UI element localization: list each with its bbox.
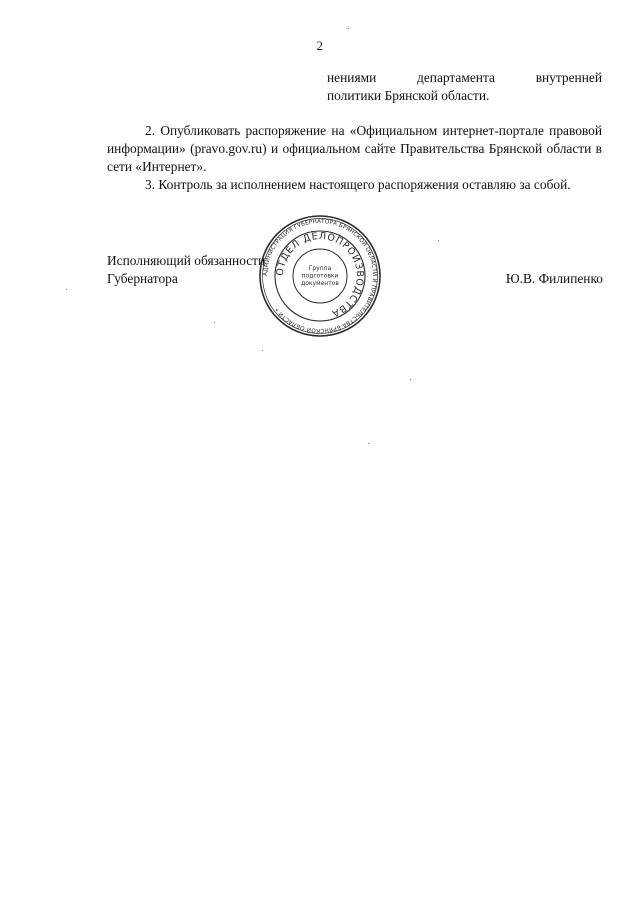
scan-speck <box>368 443 369 444</box>
scan-speck <box>410 379 411 380</box>
scan-speck <box>348 28 349 29</box>
stamp-seal-graphic <box>258 214 382 338</box>
svg-text:подготовки: подготовки <box>301 272 339 280</box>
page-number: 2 <box>316 38 324 53</box>
scan-speck <box>438 240 439 241</box>
svg-text:АДМИНИСТРАЦИЯ ГУБЕРНАТОРА БРЯН: АДМИНИСТРАЦИЯ ГУБЕРНАТОРА БРЯНСКОЙ ОБЛАСТИ И ПРАВИТЕЛЬСТВА БРЯНСКОЙ ОБЛАСТИ • <box>262 218 378 334</box>
signatory-position-line-2: Губернатора <box>107 271 178 286</box>
continuation-line-2: политики Брянской области. <box>327 88 490 103</box>
svg-text:документов: документов <box>301 280 339 287</box>
body-paragraphs <box>107 122 602 194</box>
continuation-word: нениями <box>327 70 377 85</box>
scan-speck <box>214 322 215 323</box>
signatory-position <box>107 252 265 288</box>
scan-speck <box>262 350 263 351</box>
paragraph-publish: 2. Опубликовать распоряжение на «Официальном интернет-портале правовой информации» (pravo.gov.ru) и официальном сайте Правительства Брянской области в сети «Интернет». <box>107 123 602 174</box>
scan-speck <box>66 289 67 290</box>
continuation-word: департамента <box>417 70 495 85</box>
svg-text:ОТДЕЛ ДЕЛОПРОИЗВОДСТВА: ОТДЕЛ ДЕЛОПРОИЗВОДСТВА <box>274 230 366 319</box>
continuation-line-1 <box>327 69 602 87</box>
paragraph-control: 3. Контроль за исполнением настоящего распоряжения оставляю за собой. <box>145 177 571 192</box>
svg-text:Группа: Группа <box>308 265 332 272</box>
signatory-position-line-1: Исполняющий обязанности <box>107 253 266 268</box>
continuation-text <box>327 69 602 105</box>
continuation-word: внутренней <box>535 70 602 85</box>
signatory-name: Ю.В. Филипенко <box>505 271 603 286</box>
office-stamp <box>258 214 382 338</box>
